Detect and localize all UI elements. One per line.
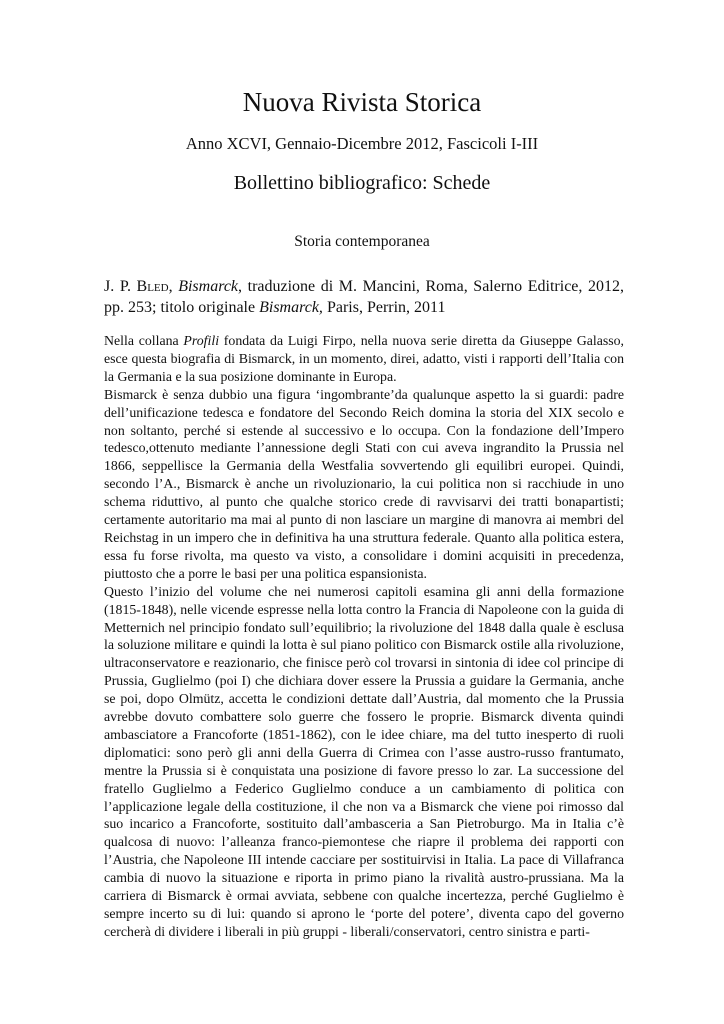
book-title: Bismarck — [178, 278, 239, 295]
section-title: Bollettino bibliografico: Schede — [233, 172, 491, 194]
subsection-title: Storia contemporanea — [294, 233, 430, 250]
series-name: Profili — [183, 333, 220, 348]
paragraph-2: Bismarck è senza dubbio una figura ‘ingombrante’da qualunque aspetto la si guardi: padre dell’unificazione tedesca e fondatore del Secondo Reich domina la storia del XIX secolo e non soltanto, perché si estende al successivo e lo occupa. Con la fondazione dell’Impero tedesco,ottenuto mediante l’annessione degli Stati con cui aveva ingrandito la Prussia nel 1866, seppellisce la Germania della Westfalia sovvertendo gli equilibri europei. Quindi, secondo l’A., Bismarck è anche un rivoluzionario, la cui politica non si racchiude in uno schema riduttivo, al punto che qualche storico crede di ravvisarvi dei tratti bonapartisti; certamente autoritario ma mai al punto di non lasciare un margine di manovra ai membri del Reichstag in un impero che in definitiva ha una struttura federale. Quanto alla politica estera, essa fu forse rivolta, ma questo va visto, a consolidare i domini acquisiti in precedenza, piuttosto che a porre le basi per una politica espansionista. — [104, 386, 624, 581]
journal-title: Nuova Rivista Storica — [242, 87, 482, 117]
paragraph-1 — [104, 332, 624, 386]
review-body — [104, 332, 624, 941]
book-citation: J. P. Bled, Bismarck, traduzione di M. Mancini, Roma, Salerno Editrice, 2012, pp. 253; titolo originale Bismarck, Paris, Perrin, 2011 — [104, 278, 624, 316]
paragraph-1-text-b: fondata da Luigi Firpo, nella nuova serie diretta da Giuseppe Galasso, esce questa biografia di Bismarck, in un momento, direi, adatto, visti i rapporti dell’Italia con la Germania e la sua posizione dominante in Europa. — [104, 333, 624, 384]
author-surname: Bled — [136, 278, 169, 295]
paragraph-1-text-a: Nella collana — [104, 333, 184, 348]
paragraph-3: Questo l’inizio del volume che nei numerosi capitoli esamina gli anni della formazione (1815-1848), nelle vicende espresse nella lotta contro la Francia di Napoleone con la guida di Metternich nel principio fondato sull’equilibrio; la rivoluzione del 1848 dalla quale è esclusa la soluzione militare e quindi la lotta è sul piano politico con Bismarck ostile alla rivoluzione, ultraconservatore e reazionario, che finisce però col trovarsi in sintonia di idee col principe di Prussia, Guglielmo (poi I) che dichiara dover essere la Prussia a guidare la Germania, anche se poi, dopo Olmütz, accetta le condizioni dettate dall’Austria, dal momento che la Prussia avrebbe dovuto combattere solo guerre che fossero le proprie. Bismarck diventa quindi ambasciatore a Francoforte (1851-1862), con le idee chiare, ma del tutto inesperto di ruoli diplomatici: sono però gli anni della Guerra di Crimea con l’asse austro-russo frantumato, mentre la Prussia si è conquistata una posizione di favore presso lo zar. La successione del fratello Guglielmo a Federico Guglielmo conduce a un cambiamento di politica con l’applicazione legale della costituzione, il che non va a Bismarck che viene poi rimosso dal suo incarico a Francoforte, sostituito dall’ambasceria a San Pietroburgo. Ma in Italia c’è qualcosa di nuovo: l’alleanza franco-piemontese che riapre il problema dei rapporti con l’Austria, che Napoleone III intende cacciare per sostituirvisi in Italia. La pace di Villafranca cambia di nuovo la situazione e riporta in primo piano la rivalità austro-prussiana. Ma la carriera di Bismarck è ormai avviata, sebbene con qualche incertezza, perché Guglielmo è sempre incerto su di lui: quando si aprono le ‘porte del potere’, diventa capo del governo cercherà di dividere i liberali in più gruppi - liberali/conservatori, centro sinistra e parti- — [104, 583, 624, 939]
author-initials: J. P. — [104, 278, 137, 295]
issue-info: Anno XCVI, Gennaio-Dicembre 2012, Fascicoli I-III — [185, 134, 539, 153]
citation-details-1: , traduzione di M. Mancini, Roma, Salerno Editrice, 2012, pp. 253; titolo originale — [104, 278, 624, 316]
citation-details-2: Paris, Perrin, 2011 — [322, 299, 446, 316]
original-title: Bismarck, — [259, 299, 323, 316]
